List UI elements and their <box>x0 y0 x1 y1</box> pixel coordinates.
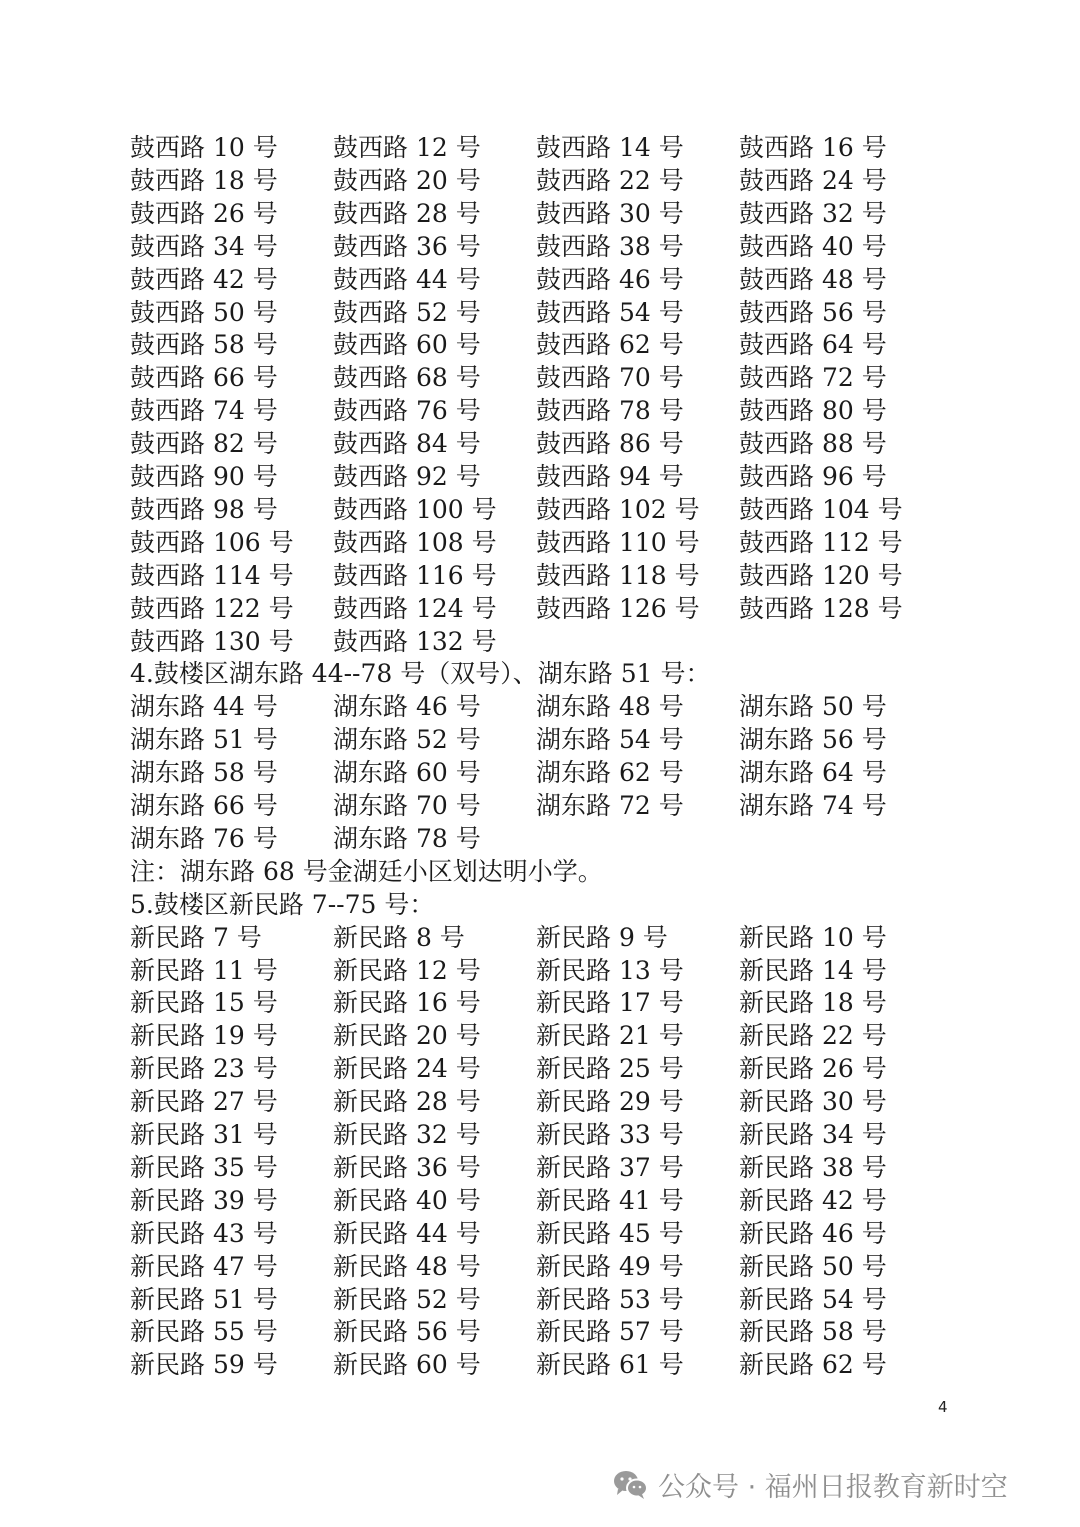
address-row <box>130 756 970 789</box>
address-cell: 新民路 16 号 <box>333 988 481 1017</box>
address-cell: 鼓西路 104 号 <box>739 495 903 524</box>
address-cell: 鼓西路 98 号 <box>130 495 278 524</box>
address-cell: 湖东路 51 号 <box>130 725 278 754</box>
address-row <box>130 1283 970 1316</box>
address-cell: 新民路 17 号 <box>536 988 684 1017</box>
address-cell: 鼓西路 114 号 <box>130 561 294 590</box>
address-cell: 鼓西路 46 号 <box>536 265 684 294</box>
address-cell: 鼓西路 74 号 <box>130 396 278 425</box>
address-cell: 新民路 56 号 <box>333 1317 481 1346</box>
address-cell: 鼓西路 20 号 <box>333 166 481 195</box>
address-cell: 新民路 49 号 <box>536 1252 684 1281</box>
address-row <box>130 690 970 723</box>
address-cell: 新民路 32 号 <box>333 1120 481 1149</box>
address-cell: 鼓西路 82 号 <box>130 429 278 458</box>
address-cell: 鼓西路 26 号 <box>130 199 278 228</box>
address-cell: 新民路 38 号 <box>739 1153 887 1182</box>
address-cell: 新民路 9 号 <box>536 923 668 952</box>
address-row <box>130 197 970 230</box>
address-row <box>130 394 970 427</box>
address-cell: 新民路 30 号 <box>739 1087 887 1116</box>
address-cell: 湖东路 54 号 <box>536 725 684 754</box>
address-cell: 鼓西路 22 号 <box>536 166 684 195</box>
address-cell: 新民路 48 号 <box>333 1252 481 1281</box>
address-cell: 鼓西路 28 号 <box>333 199 481 228</box>
address-cell: 鼓西路 116 号 <box>333 561 497 590</box>
address-cell: 新民路 34 号 <box>739 1120 887 1149</box>
address-cell: 鼓西路 72 号 <box>739 363 887 392</box>
address-row <box>130 296 970 329</box>
address-cell: 湖东路 64 号 <box>739 758 887 787</box>
address-cell: 新民路 12 号 <box>333 956 481 985</box>
address-cell: 鼓西路 130 号 <box>130 627 294 656</box>
address-cell: 湖东路 78 号 <box>333 824 481 853</box>
address-cell: 新民路 40 号 <box>333 1186 481 1215</box>
address-row <box>130 230 970 263</box>
address-cell: 新民路 44 号 <box>333 1219 481 1248</box>
address-cell: 鼓西路 64 号 <box>739 330 887 359</box>
address-cell: 湖东路 46 号 <box>333 692 481 721</box>
address-cell: 鼓西路 36 号 <box>333 232 481 261</box>
address-cell: 新民路 35 号 <box>130 1153 278 1182</box>
wechat-icon <box>612 1468 648 1500</box>
address-cell: 湖东路 56 号 <box>739 725 887 754</box>
address-cell: 鼓西路 24 号 <box>739 166 887 195</box>
address-cell: 鼓西路 92 号 <box>333 462 481 491</box>
section-heading: 4.鼓楼区湖东路 44--78 号（双号）、湖东路 51 号： <box>130 659 711 688</box>
address-cell: 鼓西路 94 号 <box>536 462 684 491</box>
address-cell: 鼓西路 52 号 <box>333 298 481 327</box>
watermark-text: 公众号 · 福州日报教育新时空 <box>658 1471 1008 1503</box>
address-cell: 鼓西路 58 号 <box>130 330 278 359</box>
address-cell: 鼓西路 42 号 <box>130 265 278 294</box>
address-cell: 新民路 54 号 <box>739 1285 887 1314</box>
address-row <box>130 131 970 164</box>
address-cell: 新民路 18 号 <box>739 988 887 1017</box>
address-cell: 新民路 11 号 <box>130 956 278 985</box>
address-row <box>130 1118 970 1151</box>
address-cell: 鼓西路 70 号 <box>536 363 684 392</box>
address-row <box>130 625 970 658</box>
address-row <box>130 723 970 756</box>
address-cell: 鼓西路 122 号 <box>130 594 294 623</box>
address-cell: 鼓西路 10 号 <box>130 133 278 162</box>
address-cell: 新民路 10 号 <box>739 923 887 952</box>
address-cell: 鼓西路 128 号 <box>739 594 903 623</box>
address-cell: 鼓西路 86 号 <box>536 429 684 458</box>
address-cell: 鼓西路 124 号 <box>333 594 497 623</box>
address-cell: 鼓西路 56 号 <box>739 298 887 327</box>
address-cell: 湖东路 60 号 <box>333 758 481 787</box>
address-row <box>130 789 970 822</box>
address-cell: 新民路 22 号 <box>739 1021 887 1050</box>
address-cell: 新民路 19 号 <box>130 1021 278 1050</box>
address-row <box>130 526 970 559</box>
address-row <box>130 1348 970 1381</box>
address-cell: 鼓西路 96 号 <box>739 462 887 491</box>
address-cell: 鼓西路 60 号 <box>333 330 481 359</box>
address-cell: 新民路 27 号 <box>130 1087 278 1116</box>
address-row <box>130 460 970 493</box>
address-cell: 鼓西路 90 号 <box>130 462 278 491</box>
address-cell: 湖东路 70 号 <box>333 791 481 820</box>
address-cell: 新民路 39 号 <box>130 1186 278 1215</box>
address-cell: 鼓西路 102 号 <box>536 495 700 524</box>
address-cell: 湖东路 48 号 <box>536 692 684 721</box>
address-cell: 鼓西路 38 号 <box>536 232 684 261</box>
address-cell: 鼓西路 78 号 <box>536 396 684 425</box>
address-cell: 湖东路 72 号 <box>536 791 684 820</box>
address-cell: 新民路 58 号 <box>739 1317 887 1346</box>
address-cell: 新民路 29 号 <box>536 1087 684 1116</box>
address-cell: 新民路 52 号 <box>333 1285 481 1314</box>
address-cell: 湖东路 58 号 <box>130 758 278 787</box>
address-cell: 鼓西路 30 号 <box>536 199 684 228</box>
address-cell: 新民路 15 号 <box>130 988 278 1017</box>
address-cell: 鼓西路 110 号 <box>536 528 700 557</box>
address-row <box>130 1315 970 1348</box>
address-cell: 鼓西路 14 号 <box>536 133 684 162</box>
address-cell: 鼓西路 126 号 <box>536 594 700 623</box>
address-cell: 鼓西路 80 号 <box>739 396 887 425</box>
address-cell: 湖东路 50 号 <box>739 692 887 721</box>
address-cell: 鼓西路 118 号 <box>536 561 700 590</box>
address-row <box>130 263 970 296</box>
address-cell: 鼓西路 108 号 <box>333 528 497 557</box>
address-cell: 新民路 59 号 <box>130 1350 278 1379</box>
address-cell: 新民路 47 号 <box>130 1252 278 1281</box>
address-cell: 鼓西路 76 号 <box>333 396 481 425</box>
address-row <box>130 427 970 460</box>
address-row <box>130 1250 970 1283</box>
address-cell: 新民路 7 号 <box>130 923 262 952</box>
address-cell: 鼓西路 100 号 <box>333 495 497 524</box>
address-row <box>130 592 970 625</box>
address-cell: 鼓西路 18 号 <box>130 166 278 195</box>
address-cell: 鼓西路 40 号 <box>739 232 887 261</box>
address-cell: 新民路 51 号 <box>130 1285 278 1314</box>
address-row <box>130 361 970 394</box>
address-cell: 鼓西路 50 号 <box>130 298 278 327</box>
address-cell: 湖东路 76 号 <box>130 824 278 853</box>
address-cell: 新民路 46 号 <box>739 1219 887 1248</box>
address-row <box>130 164 970 197</box>
watermark <box>612 1462 1008 1506</box>
address-cell: 新民路 42 号 <box>739 1186 887 1215</box>
address-cell: 新民路 55 号 <box>130 1317 278 1346</box>
address-cell: 鼓西路 66 号 <box>130 363 278 392</box>
address-cell: 新民路 23 号 <box>130 1054 278 1083</box>
address-cell: 新民路 26 号 <box>739 1054 887 1083</box>
address-cell: 鼓西路 48 号 <box>739 265 887 294</box>
address-row <box>130 1217 970 1250</box>
note-line: 注：湖东路 68 号金湖廷小区划达明小学。 <box>130 857 603 886</box>
address-cell: 新民路 21 号 <box>536 1021 684 1050</box>
address-cell: 新民路 20 号 <box>333 1021 481 1050</box>
page-number: 4 <box>938 1398 948 1416</box>
address-cell: 鼓西路 112 号 <box>739 528 903 557</box>
address-cell: 鼓西路 62 号 <box>536 330 684 359</box>
address-cell: 新民路 43 号 <box>130 1219 278 1248</box>
address-cell: 鼓西路 34 号 <box>130 232 278 261</box>
address-cell: 新民路 57 号 <box>536 1317 684 1346</box>
address-row <box>130 559 970 592</box>
address-row <box>130 921 970 954</box>
address-cell: 新民路 41 号 <box>536 1186 684 1215</box>
address-cell: 鼓西路 84 号 <box>333 429 481 458</box>
address-cell: 鼓西路 12 号 <box>333 133 481 162</box>
address-cell: 鼓西路 54 号 <box>536 298 684 327</box>
address-row <box>130 1019 970 1052</box>
address-cell: 鼓西路 106 号 <box>130 528 294 557</box>
address-row <box>130 822 970 855</box>
section-heading: 5.鼓楼区新民路 7--75 号： <box>130 890 435 919</box>
address-cell: 鼓西路 16 号 <box>739 133 887 162</box>
address-row <box>130 1052 970 1085</box>
address-cell: 新民路 37 号 <box>536 1153 684 1182</box>
address-cell: 鼓西路 132 号 <box>333 627 497 656</box>
address-cell: 新民路 8 号 <box>333 923 465 952</box>
address-cell: 湖东路 52 号 <box>333 725 481 754</box>
address-cell: 新民路 28 号 <box>333 1087 481 1116</box>
address-cell: 新民路 50 号 <box>739 1252 887 1281</box>
address-row <box>130 328 970 361</box>
address-cell: 新民路 14 号 <box>739 956 887 985</box>
address-cell: 新民路 61 号 <box>536 1350 684 1379</box>
address-cell: 新民路 24 号 <box>333 1054 481 1083</box>
address-row <box>130 954 970 987</box>
address-cell: 鼓西路 120 号 <box>739 561 903 590</box>
address-cell: 新民路 36 号 <box>333 1153 481 1182</box>
address-cell: 湖东路 74 号 <box>739 791 887 820</box>
address-cell: 新民路 31 号 <box>130 1120 278 1149</box>
address-cell: 新民路 60 号 <box>333 1350 481 1379</box>
address-cell: 湖东路 62 号 <box>536 758 684 787</box>
address-cell: 鼓西路 32 号 <box>739 199 887 228</box>
address-cell: 新民路 62 号 <box>739 1350 887 1379</box>
address-cell: 新民路 13 号 <box>536 956 684 985</box>
address-row <box>130 493 970 526</box>
address-cell: 新民路 53 号 <box>536 1285 684 1314</box>
address-row <box>130 1184 970 1217</box>
address-cell: 湖东路 66 号 <box>130 791 278 820</box>
address-cell: 鼓西路 44 号 <box>333 265 481 294</box>
address-row <box>130 1085 970 1118</box>
address-cell: 新民路 25 号 <box>536 1054 684 1083</box>
address-cell: 湖东路 44 号 <box>130 692 278 721</box>
address-cell: 新民路 33 号 <box>536 1120 684 1149</box>
address-cell: 鼓西路 88 号 <box>739 429 887 458</box>
address-cell: 鼓西路 68 号 <box>333 363 481 392</box>
address-row <box>130 1151 970 1184</box>
address-cell: 新民路 45 号 <box>536 1219 684 1248</box>
address-row <box>130 986 970 1019</box>
